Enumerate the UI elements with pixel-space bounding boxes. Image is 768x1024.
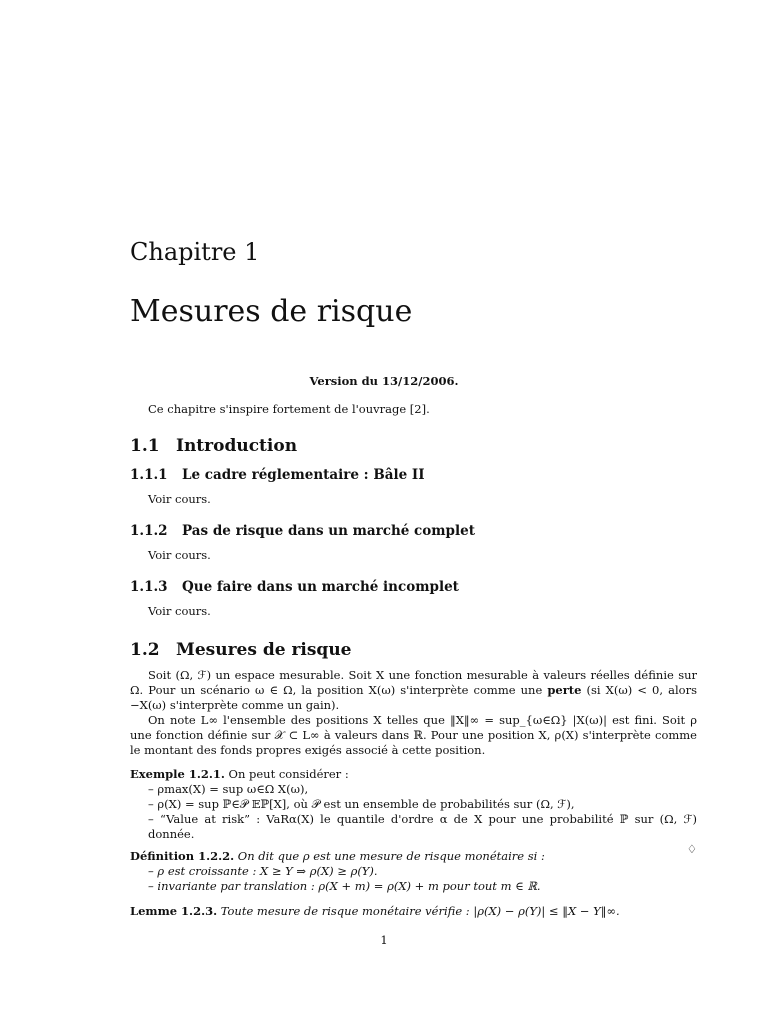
subsection-body: Voir cours.	[148, 548, 211, 562]
section-number: 1.1	[130, 436, 160, 456]
subsection-body: Voir cours.	[148, 604, 211, 618]
subsection-title: Pas de risque dans un marché complet	[182, 523, 475, 539]
emphasis-perte: perte	[547, 683, 582, 697]
subsection-title: Que faire dans un marché incomplet	[182, 579, 459, 595]
example-block	[130, 767, 697, 857]
section-heading-introduction	[130, 436, 297, 456]
chapter-label: Chapitre 1	[130, 238, 260, 266]
subsection-heading-3	[130, 579, 459, 595]
subsection-heading-1	[130, 467, 425, 483]
paragraph-text: (si X(ω) < 0, alors −X(ω) s'interprète comme un gain).	[130, 683, 697, 712]
lemma-label: Lemme 1.2.3.	[130, 904, 218, 918]
paragraph-1	[130, 668, 697, 713]
list-item: – invariante par translation : ρ(X + m) = ρ(X) + m pour tout m ∈ ℝ.	[148, 879, 697, 894]
list-item: – “Value at risk” : VaRα(X) le quantile d'ordre α de X pour une probabilité ℙ sur (Ω, ℱ) donnée.	[148, 812, 697, 842]
subsection-title: Le cadre réglementaire : Bâle II	[182, 467, 425, 483]
definition-block	[130, 849, 697, 894]
section-number: 1.2	[130, 640, 160, 660]
subsection-number: 1.1.3	[130, 579, 168, 595]
chapter-title: Mesures de risque	[130, 294, 413, 329]
section-title: Mesures de risque	[176, 640, 352, 660]
definition-lead: On dit que ρ est une mesure de risque monétaire si :	[237, 849, 545, 863]
section-title: Introduction	[176, 436, 298, 456]
example-lead: On peut considérer :	[228, 767, 349, 781]
definition-label: Définition 1.2.2.	[130, 849, 235, 863]
list-item: – ρ(X) = sup ℙ∈𝒫 𝔼ℙ[X], où 𝒫 est un ensemble de probabilités sur (Ω, ℱ),	[148, 797, 697, 812]
example-list	[130, 782, 697, 842]
end-of-example-mark: ♢	[686, 842, 697, 856]
subsection-number: 1.1.1	[130, 467, 168, 483]
subsection-body: Voir cours.	[148, 492, 211, 506]
list-item: – ρmax(X) = sup ω∈Ω X(ω),	[148, 782, 697, 797]
example-label: Exemple 1.2.1.	[130, 767, 225, 781]
paragraph-text: Soit (Ω, ℱ) un espace mesurable. Soit X une fonction mesurable à valeurs réelles définie sur Ω. Pour un scénario ω ∈ Ω, la position X(ω) s'interprète comme une	[130, 668, 697, 697]
paragraph-2: On note L∞ l'ensemble des positions X telles que ‖X‖∞ = sup_{ω∈Ω} |X(ω)| est fini. Soit ρ une fonction définie sur 𝒳 ⊂ L∞ à valeurs dans ℝ. Pour une position X, ρ(X) s'interprète comme le montant des fonds propres exigés associé à cette position.	[130, 713, 697, 757]
lemma-block	[130, 904, 697, 919]
intro-sentence: Ce chapitre s'inspire fortement de l'ouvrage [2].	[148, 402, 430, 416]
lemma-text: Toute mesure de risque monétaire vérifie : |ρ(X) − ρ(Y)| ≤ ‖X − Y‖∞.	[220, 904, 620, 918]
subsection-number: 1.1.2	[130, 523, 168, 539]
list-item: – ρ est croissante : X ≥ Y ⇒ ρ(X) ≥ ρ(Y).	[148, 864, 697, 879]
definition-list	[130, 864, 697, 894]
version-line: Version du 13/12/2006.	[309, 374, 459, 388]
section-heading-mesures	[130, 640, 352, 660]
subsection-heading-2	[130, 523, 475, 539]
page-number: 1	[380, 933, 388, 947]
